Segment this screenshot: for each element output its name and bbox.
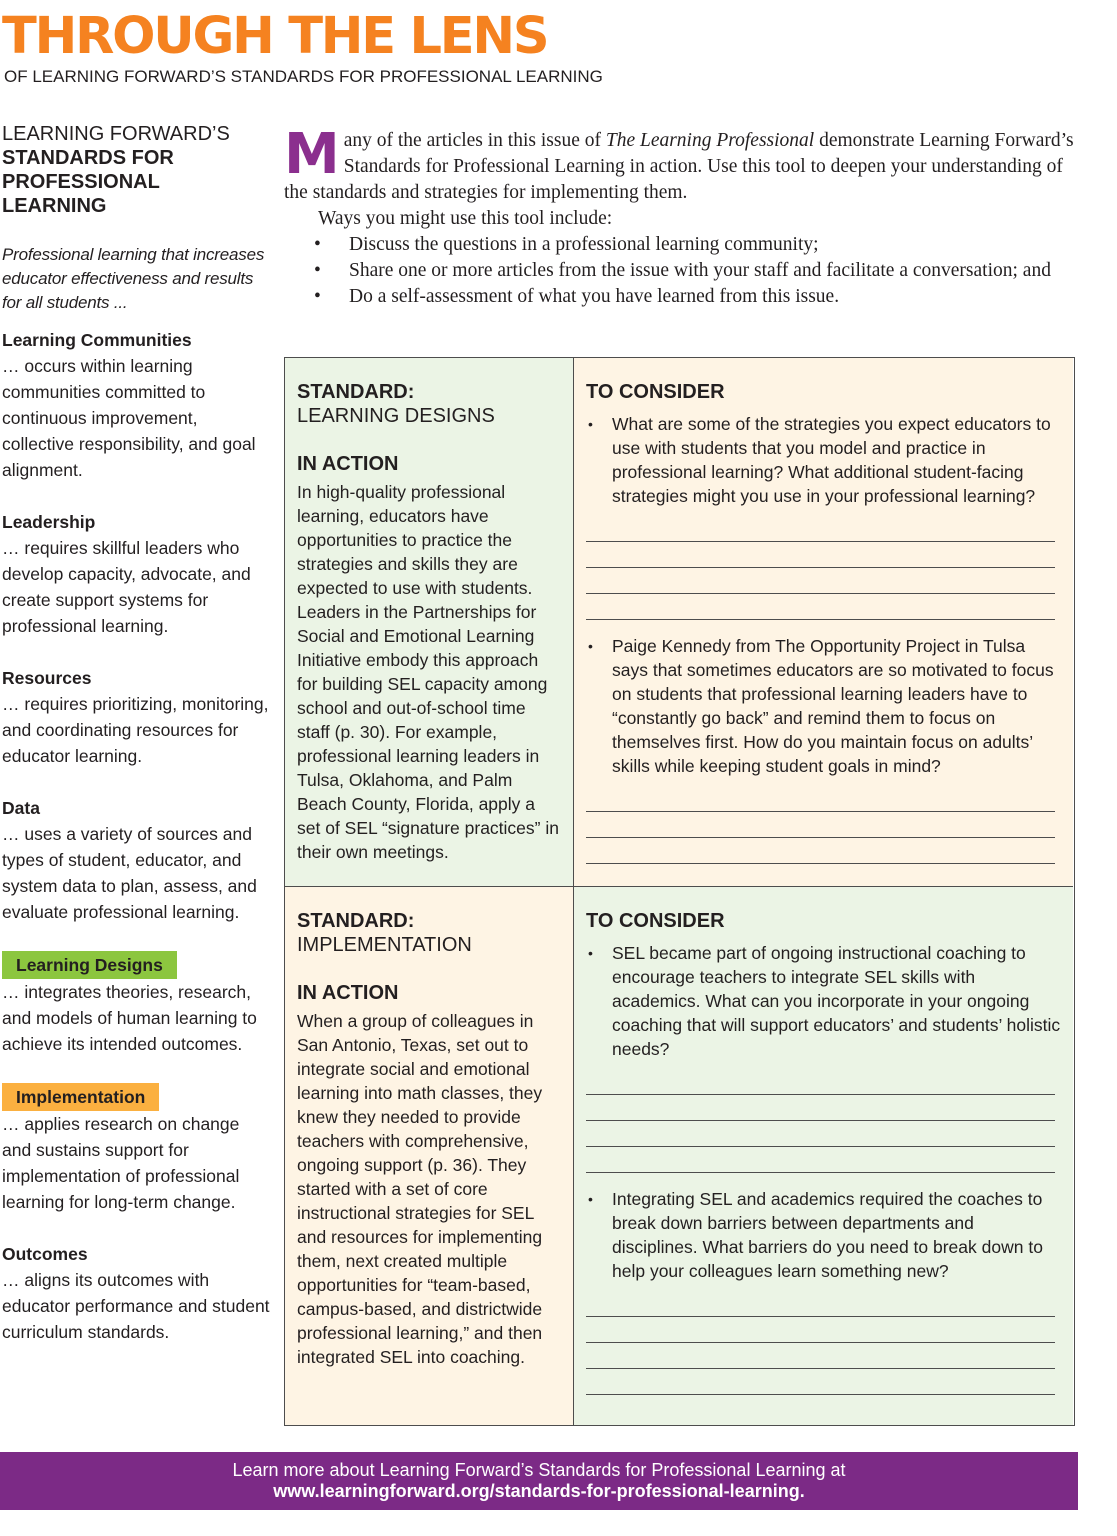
in-action-text: In high-quality professional learning, educators have opportunities to practice the strategies and skills they are expected to use with students. Leaders in the Partnerships for Social and Emotional Learning Initiative embody this approach for building SEL capacity among school and out-of-school time staff (p. 30). For example, professional learning leaders in Tulsa, Oklahoma, and Palm Beach County, Florida, apply a set of SEL “signature practices” in their own meetings.	[297, 482, 559, 862]
to-consider-label: TO CONSIDER	[586, 381, 725, 403]
answer-line[interactable]	[586, 1121, 1055, 1147]
in-action-text: When a group of colleagues in San Antonio, Texas, set out to integrate social and emotional learning into math classes, they knew they needed to provide teachers with comprehensive, ongoing support (p. 36). They started with a set of core instructional strategies for SEL and resources for implementing them, next created multiple opportunities for “team-based, campus-based, and districtwide professional learning,” and then integrated SEL into coaching.	[297, 1011, 543, 1367]
implementation-panel	[285, 887, 574, 1425]
standard-title-highlighted: Learning Designs	[2, 951, 177, 979]
answer-lines[interactable]	[586, 786, 1055, 887]
implementation-questions-panel	[574, 887, 1073, 1425]
intro-section	[284, 122, 1084, 310]
list-item: • Discuss the questions in a professional learning community;	[314, 232, 1084, 258]
list-item: • Do a self-assessment of what you have learned from this issue.	[314, 284, 1084, 310]
footer-text: Learn more about Learning Forward’s Standards for Professional Learning at	[232, 1460, 846, 1480]
answer-line[interactable]	[586, 1147, 1055, 1173]
answer-line[interactable]	[586, 1069, 1055, 1095]
answer-lines[interactable]	[586, 1069, 1055, 1173]
sidebar-intro: Professional learning that increases educator effectiveness and results for all students ...	[2, 245, 265, 312]
standards-grid	[284, 357, 1075, 1426]
standard-resources	[2, 665, 270, 769]
ways-heading: Ways you might use this tool include:	[318, 208, 613, 229]
standard-description: … occurs within learning communities committed to continuous improvement, collective responsibility, and goal alignment.	[2, 356, 256, 480]
learning-designs-panel	[285, 358, 574, 887]
standard-title: Learning Communities	[2, 330, 192, 350]
standard-name: IMPLEMENTATION	[297, 934, 472, 956]
standard-data	[2, 795, 270, 925]
standard-implementation	[2, 1083, 270, 1215]
answer-line[interactable]	[586, 1095, 1055, 1121]
standard-outcomes	[2, 1241, 270, 1345]
answer-line[interactable]	[586, 594, 1055, 620]
standard-learning-designs	[2, 951, 270, 1057]
standard-title: Data	[2, 798, 40, 818]
sidebar-heading-bold-2: PROFESSIONAL	[2, 171, 160, 193]
to-consider-label: TO CONSIDER	[586, 910, 725, 932]
standard-learning-communities	[2, 327, 270, 483]
learning-designs-questions-panel	[574, 358, 1073, 887]
answer-line[interactable]	[586, 542, 1055, 568]
in-action-label: IN ACTION	[297, 453, 399, 475]
footer-link[interactable]: www.learningforward.org/standards-for-professional-learning.	[273, 1481, 805, 1501]
standard-title: Resources	[2, 668, 92, 688]
standard-name: LEARNING DESIGNS	[297, 405, 495, 427]
standard-description: … uses a variety of sources and types of student, educator, and system data to plan, assess, and evaluate professional learning.	[2, 824, 257, 922]
answer-line[interactable]	[586, 516, 1055, 542]
standard-label: STANDARD:	[297, 910, 415, 932]
sidebar-heading-bold-3: LEARNING	[2, 195, 107, 217]
page-title: THROUGH THE LENS	[2, 7, 548, 66]
answer-line[interactable]	[586, 864, 1055, 887]
standard-leadership	[2, 509, 270, 639]
answer-lines[interactable]	[586, 1291, 1055, 1395]
in-action-label: IN ACTION	[297, 982, 399, 1004]
intro-text-b: demonstrate Learning Forward’s Standards for Professional Learning in action. Use this tool to deepen your understanding of the standards and strategies for implementing them.	[284, 130, 1074, 203]
standard-title: Outcomes	[2, 1244, 88, 1264]
question: • Integrating SEL and academics required the coaches to break down barriers between departments and disciplines. What barriers do you need to break down to help your colleagues learn something new?	[586, 1187, 1061, 1283]
footer-banner	[0, 1452, 1078, 1510]
answer-line[interactable]	[586, 786, 1055, 812]
intro-paragraph	[284, 122, 1084, 206]
standard-description: … requires prioritizing, monitoring, and coordinating resources for educator learning.	[2, 694, 269, 766]
standard-description: … requires skillful leaders who develop capacity, advocate, and create support systems for professional learning.	[2, 538, 251, 636]
standard-description: … applies research on change and sustains support for implementation of professional learning for long-term change.	[2, 1114, 240, 1212]
answer-line[interactable]	[586, 568, 1055, 594]
standard-label: STANDARD:	[297, 381, 415, 403]
question: • Paige Kennedy from The Opportunity Project in Tulsa says that sometimes educators are so motivated to focus on students that professional learning leaders have to “constantly go back” and remind them to focus on themselves first. How do you maintain focus on adults’ skills while keeping student goals in mind?	[586, 634, 1061, 778]
standard-title: Leadership	[2, 512, 96, 532]
answer-line[interactable]	[586, 1317, 1055, 1343]
answer-line[interactable]	[586, 812, 1055, 838]
standard-title-highlighted: Implementation	[2, 1083, 159, 1111]
answer-line[interactable]	[586, 838, 1055, 864]
answer-lines[interactable]	[586, 516, 1055, 620]
ways-list	[314, 232, 1084, 310]
intro-text-a: any of the articles in this issue of	[343, 130, 606, 151]
standards-sidebar	[2, 122, 270, 1345]
list-item: • Share one or more articles from the issue with your staff and facilitate a conversation; and	[314, 258, 1084, 284]
standard-description: … aligns its outcomes with educator performance and student curriculum standards.	[2, 1270, 270, 1342]
drop-cap: M	[284, 122, 340, 187]
question: • What are some of the strategies you expect educators to use with students that you model and practice in professional learning? What additional student-facing strategies might you use in your professional learning?	[586, 412, 1061, 508]
question: • SEL became part of ongoing instructional coaching to encourage teachers to integrate SEL skills with academics. What can you incorporate in your ongoing coaching that will support educators’ and students’ holistic needs?	[586, 941, 1061, 1061]
sidebar-heading-pre: LEARNING FORWARD’S	[2, 123, 230, 145]
sidebar-heading-bold-1: STANDARDS FOR	[2, 147, 174, 169]
answer-line[interactable]	[586, 1343, 1055, 1369]
answer-line[interactable]	[586, 1291, 1055, 1317]
publication-name: The Learning Professional	[605, 130, 815, 151]
sidebar-heading	[2, 122, 270, 218]
page-subtitle: OF LEARNING FORWARD’S STANDARDS FOR PROFESSIONAL LEARNING	[4, 67, 603, 86]
standard-description: … integrates theories, research, and models of human learning to achieve its intended outcomes.	[2, 982, 257, 1054]
answer-line[interactable]	[586, 1369, 1055, 1395]
